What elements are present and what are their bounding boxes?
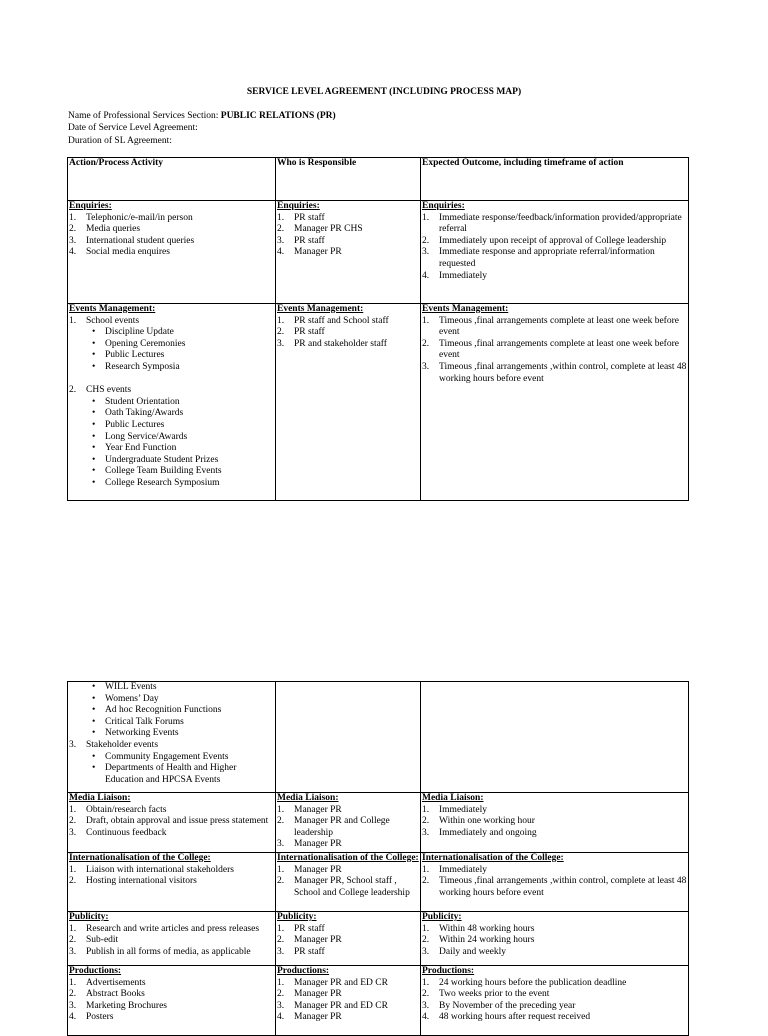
list-item: 4. Posters (69, 1012, 114, 1023)
productions-row (68, 966, 689, 1036)
list-item: 2. Abstract Books (69, 989, 145, 1000)
productions-heading: Productions: (277, 966, 330, 976)
list-item: 3. Stakeholder events (69, 739, 159, 750)
list-item: 2. Within 24 working hours (422, 935, 535, 946)
media-row (68, 793, 689, 853)
list-item: 1. PR staff and School staff (277, 315, 389, 326)
intl-actions (68, 853, 276, 912)
list-item: • Critical Talk Forums (105, 717, 274, 729)
list-item: 2. Sub-edit (69, 935, 119, 946)
list-item: 1. Research and write articles and press releases (69, 923, 260, 934)
list-item: 1. Timeous ,final arrangements complete at least one week before event (422, 315, 679, 338)
list-item: • WILL Events (105, 682, 274, 694)
list-item: 4. Manager PR (277, 247, 342, 258)
list-item: 3. PR and stakeholder staff (277, 338, 387, 349)
list-item: • Networking Events (105, 728, 274, 740)
events-heading: Events Management: (422, 304, 509, 314)
list-item: 1. PR staff (277, 212, 325, 223)
list-item: 3. By November of the preceding year (422, 1000, 576, 1011)
section-name-value: PUBLIC RELATIONS (PR) (220, 111, 336, 121)
list-item: 1. Immediately (422, 804, 488, 815)
list-item: • Opening Ceremonies (105, 339, 274, 351)
list-item: 2. Immediately upon receipt of approval of College leadership (422, 235, 667, 246)
section-name-line: Name of Professional Services Section: PUBLIC RELATIONS (PR) (68, 111, 336, 121)
list-item: • Research Symposia (105, 362, 274, 374)
list-item: 3. Manager PR and ED CR (277, 1000, 388, 1011)
list-item: • College Team Building Events (105, 466, 274, 478)
list-item: 1. Advertisements (69, 977, 146, 988)
list-item: 3. Immediately and ongoing (422, 827, 537, 838)
enquiries-actions (68, 201, 276, 304)
list-item: • Public Lectures (105, 350, 274, 362)
events-continued-responsible (276, 682, 421, 793)
duration-line: Duration of SL Agreement: (68, 135, 172, 146)
publicity-heading: Publicity: (277, 912, 317, 922)
media-heading: Media Liaison: (422, 793, 484, 803)
list-item: 1. Manager PR (277, 864, 342, 875)
list-item: • College Research Symposium (105, 478, 274, 490)
header-action: Action/Process Activity (68, 158, 276, 201)
list-item: • Year End Function (105, 443, 274, 455)
list-item: 4. Manager PR (277, 1012, 342, 1023)
page-title: SERVICE LEVEL AGREEMENT (INCLUDING PROCESS MAP) (246, 87, 522, 97)
media-outcomes (421, 793, 689, 853)
publicity-responsible (276, 912, 421, 966)
list-item: 1. Manager PR and ED CR (277, 977, 388, 988)
enquiries-row (68, 201, 689, 304)
list-item: 4. 48 working hours after request received (422, 1012, 591, 1023)
intl-outcomes (421, 853, 689, 912)
list-item: 3. Timeous ,final arrangements ,within control, complete at least 48 working hours before event (422, 361, 687, 384)
list-item: 1. Liaison with international stakeholders (69, 864, 235, 875)
productions-heading: Productions: (69, 966, 122, 976)
list-item: • Public Lectures (105, 420, 274, 432)
list-item: 1. Immediate response/feedback/information provided/appropriate referral (422, 212, 682, 235)
header-outcome: Expected Outcome, including timeframe of action (421, 158, 689, 201)
list-item: • Ad hoc Recognition Functions (105, 705, 274, 717)
list-item: 2. Manager PR and College leadership (277, 816, 390, 838)
list-item: 2. Timeous ,final arrangements ,within control, complete at least 48 working hours before event (422, 876, 687, 898)
agreement-meta (68, 111, 336, 148)
list-item: 2. PR staff (277, 327, 325, 338)
list-item: 2. CHS events (69, 385, 132, 396)
list-item: • Discipline Update (105, 327, 274, 339)
list-item: • Oath Taking/Awards (105, 408, 274, 420)
events-continued-outcomes (421, 682, 689, 793)
list-item: 1. Manager PR (277, 804, 342, 815)
productions-outcomes (421, 966, 689, 1036)
events-actions (68, 304, 276, 501)
list-item: 3. PR staff (277, 946, 325, 957)
productions-responsible (276, 966, 421, 1036)
header-responsible: Who is Responsible (276, 158, 421, 201)
list-item: 2. Manager PR CHS (277, 224, 363, 235)
list-item: 2. Within one working hour (422, 816, 535, 827)
events-outcomes (421, 304, 689, 501)
events-responsible (276, 304, 421, 501)
list-item: • Departments of Health and Higher Education and HPCSA Events (105, 763, 274, 786)
enquiries-heading: Enquiries: (277, 201, 320, 211)
list-item: 2. Media queries (69, 224, 141, 235)
intl-heading: Internationalisation of the College: (422, 853, 564, 863)
list-item: 3. Manager PR (277, 839, 342, 850)
publicity-outcomes (421, 912, 689, 966)
list-item: 1. 24 working hours before the publication deadline (422, 977, 627, 988)
list-item: 3. Immediate response and appropriate referral/information requested (422, 247, 655, 269)
list-item: 3. Marketing Brochures (69, 1000, 167, 1011)
list-item: 4. Immediately (422, 270, 488, 281)
list-item: 3. PR staff (277, 235, 325, 246)
events-row (68, 304, 689, 501)
publicity-heading: Publicity: (69, 912, 109, 922)
enquiries-heading: Enquiries: (69, 201, 112, 211)
list-item: 2. Two weeks prior to the event (422, 989, 550, 1000)
events-heading: Events Management: (277, 304, 364, 314)
list-item: 2. Manager PR (277, 989, 342, 1000)
list-item: • Community Engagement Events (105, 752, 274, 764)
list-item: 3. International student queries (69, 235, 195, 246)
list-item: • Long Service/Awards (105, 432, 274, 444)
enquiries-responsible (276, 201, 421, 304)
list-item: • Undergraduate Student Prizes (105, 455, 274, 467)
events-continued-row (68, 682, 689, 793)
list-item: 1. Within 48 working hours (422, 923, 535, 934)
publicity-row (68, 912, 689, 966)
list-item: 3. Publish in all forms of media, as applicable (69, 946, 251, 957)
list-item: 3. Continuous feedback (69, 827, 167, 838)
list-item: 2. Draft, obtain approval and issue press statement (69, 816, 269, 827)
list-item: 1. Immediately (422, 864, 488, 875)
events-heading: Events Management: (69, 304, 156, 314)
list-item: 2. Manager PR (277, 935, 342, 946)
list-item: • Womens’ Day (105, 694, 274, 706)
publicity-actions (68, 912, 276, 966)
date-line: Date of Service Level Agreement: (68, 123, 198, 134)
internationalisation-row (68, 853, 689, 912)
sla-table-part-2 (67, 681, 689, 1036)
enquiries-outcomes (421, 201, 689, 304)
list-item: 2. Timeous ,final arrangements complete at least one week before event (422, 338, 679, 361)
table-header-row (68, 158, 689, 201)
productions-actions (68, 966, 276, 1036)
list-item: • Student Orientation (105, 397, 274, 409)
publicity-heading: Publicity: (422, 912, 462, 922)
media-responsible (276, 793, 421, 853)
list-item: 4. Social media enquires (69, 247, 170, 258)
enquiries-heading: Enquiries: (422, 201, 465, 211)
list-item: 1. Telephonic/e-mail/in person (69, 212, 193, 223)
intl-heading: Internationalisation of the College: (277, 853, 419, 863)
list-item: 1. PR staff (277, 923, 325, 934)
productions-heading: Productions: (422, 966, 475, 976)
list-item: 1. Obtain/research facts (69, 804, 167, 815)
list-item: 2. Hosting international visitors (69, 876, 197, 887)
media-actions (68, 793, 276, 853)
list-item: 2. Manager PR, School staff , School and College leadership (277, 876, 410, 898)
list-item: 3. Daily and weekly (422, 946, 507, 957)
media-heading: Media Liaison: (69, 793, 131, 803)
events-continued-actions (68, 682, 276, 793)
list-item: 1. School events (69, 315, 140, 326)
intl-responsible (276, 853, 421, 912)
media-heading: Media Liaison: (277, 793, 339, 803)
intl-heading: Internationalisation of the College: (69, 853, 211, 863)
sla-table-part-1 (67, 157, 689, 501)
